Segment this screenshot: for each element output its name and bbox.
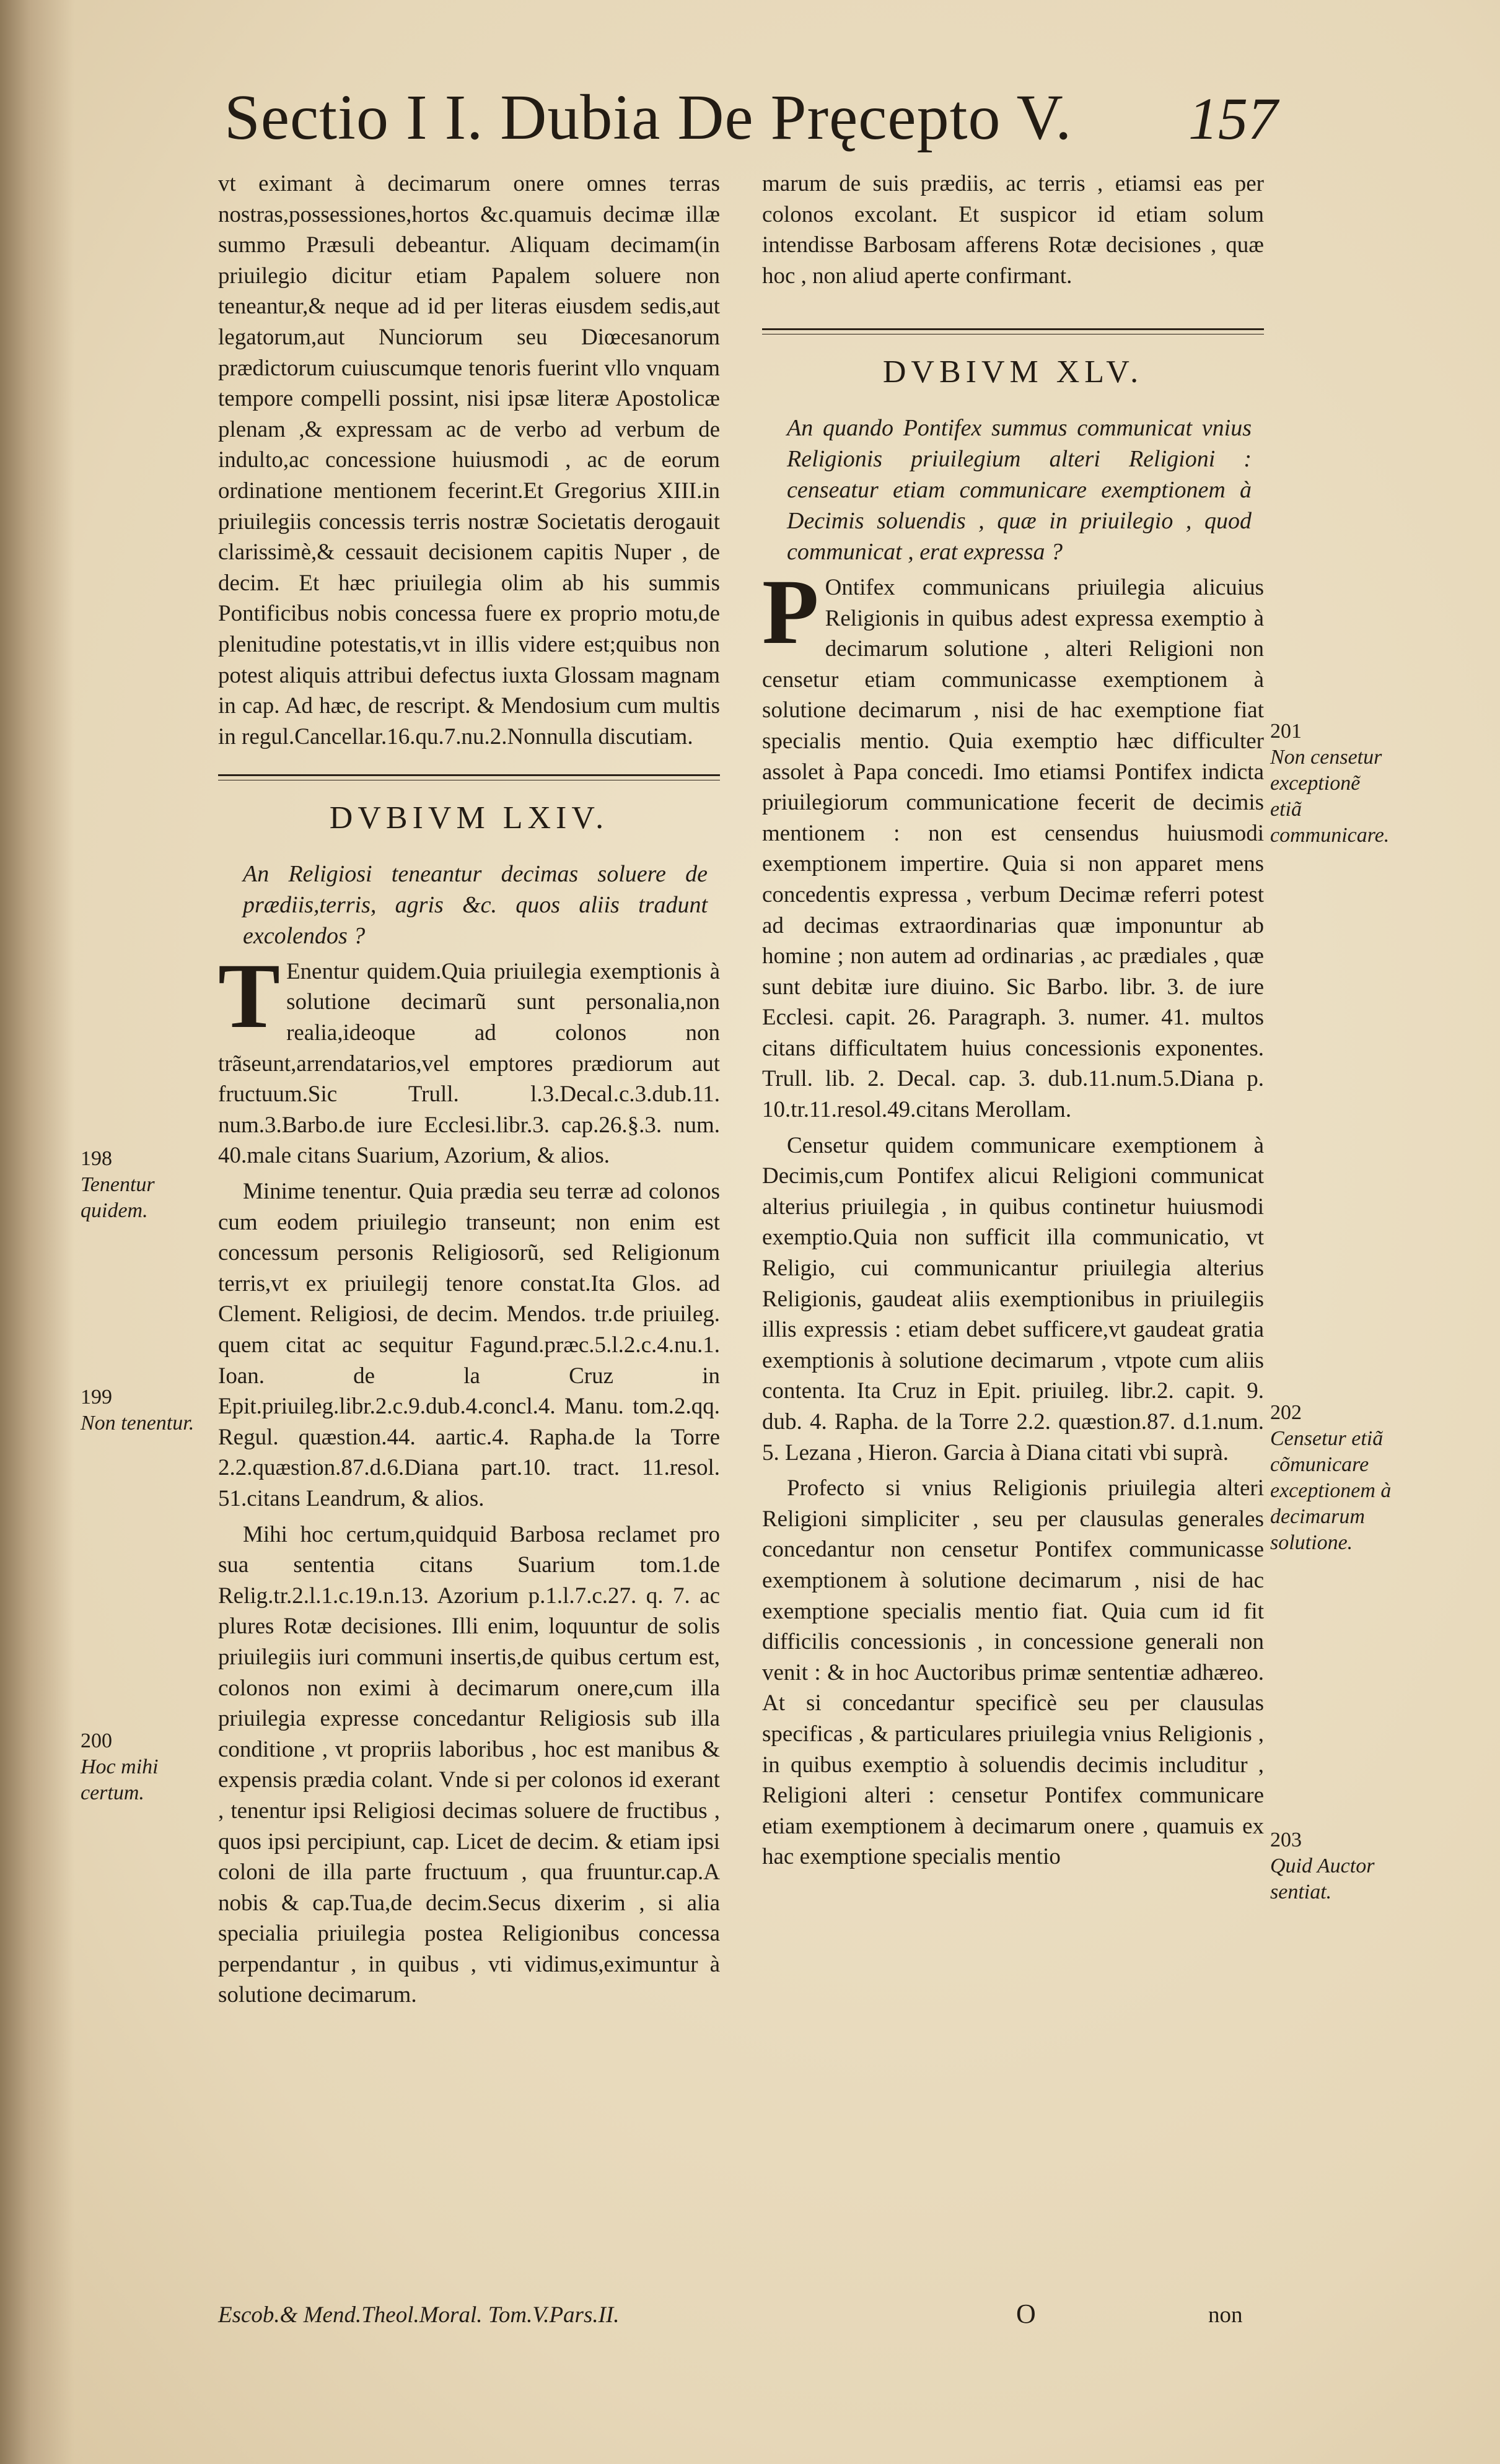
margin-note-201 — [1270, 719, 1394, 849]
margin-note-200 — [81, 1728, 198, 1806]
margin-note-203 — [1270, 1827, 1394, 1905]
margin-note-text: Tenentur quidem. — [81, 1173, 155, 1222]
section-rule — [762, 328, 1264, 334]
margin-note-text: Hoc mihi certum. — [81, 1755, 159, 1804]
dubium-heading: DVBIVM XLV. — [882, 354, 1144, 390]
margin-note-text: Non censetur exceptionẽ etiã communicare. — [1270, 746, 1390, 847]
signature-mark: O — [1016, 2299, 1036, 2329]
paragraph-text: Enentur quidem.Quia priuilegia exemptionis à solutione decimarũ sunt personalia,non realia,ideoque ad colonos non trãseunt,arrendatarios,vel emptores prædiorum aut fructuum.Sic Trull. l.3.Decal.c.3.dub.11. num.3.Barbo.de iure Ecclesi.libr.3. cap.26.§.3. num. 40.male citans Suarium, Azorium, & alios. — [218, 958, 720, 1169]
margin-note-text: Non tenentur. — [81, 1412, 195, 1435]
margin-note-202 — [1270, 1400, 1394, 1556]
margin-note-number: 198 — [81, 1147, 112, 1170]
right-column — [762, 168, 1264, 1877]
catchword: non — [1208, 2302, 1243, 2328]
dubium-heading: DVBIVM LXIV. — [329, 800, 609, 836]
paragraph-203: Profecto si vnius Religionis priuilegia alteri Religioni simpliciter , seu per clausulas generales concedantur non censetur Pontifex communicasse exemptionem à solutione decimarum , nisi de hac exemptione specialis mentio fiat. Quia cum id fit difficilis concessionis , in concessione generali non venit : & in hoc Auctoribus primæ sententiæ adhæreo. At si concedantur specificè seu per clausulas specificas , & particulares priuilegia vnius Religionis , in quibus exemptio à soluendis decimis includitur , Religioni alteri : censetur Pontifex communicare etiam exemptionem à decimarum onere , quamuis ex hac exemptione specialis mentio — [762, 1475, 1264, 1870]
margin-note-number: 202 — [1270, 1401, 1302, 1424]
paragraph-199: Minime tenentur. Quia prædia seu terræ ad colonos cum eodem priuilegio transeunt; non enim est concessum personis Religiosorũ, sed Religionum terris,vt ex priuilegij tenore constat.Ita Glos. ad Clement. Religiosi, de decim. Mendos. tr.de priuileg. quem citat ac sequitur Fagund.præc.5.l.2.c.4.nu.1. Ioan. de la Cruz in Epit.priuileg.libr.2.c.9.dub.4.concl.4. Manu. tom.2.qq. Regul. quæstion.44. aartic.4. Rapha.de la Torre 2.2.quæstion.87.d.6.Diana part.10. tract. 11.resol. 51.citans Leandrum, & alios. — [218, 1179, 720, 1511]
left-column — [218, 168, 720, 2016]
footer-running-title: Escob.& Mend.Theol.Moral. Tom.V.Pars.II. — [218, 2302, 620, 2328]
drop-cap: T — [218, 944, 281, 1047]
margin-note-199 — [81, 1384, 198, 1436]
paragraph: vt eximant à decimarum onere omnes terras nostras,possessiones,hortos &c.quamuis decimæ illæ summo Præsuli debeantur. Aliquam decimam(in priuilegio dicitur etiam Papalem soluere non teneantur,& neque ad id per literas eiusdem sedis,aut legatorum,aut Nunciorum seu Diœcesanorum prædictorum cuiuscumque tenoris fuerint vllo vnquam tempore compelli possint, nisi ipsæ literæ Apostolicæ plenam ,& expressam ac de verbo ad verbum de indulto,ac concessione huiusmodi , ac de eorum ordinatione mentionem fecerint.Et Gregorius XIII.in priuilegiis concessis terris nostræ Societatis derogauit clarissimè,& cessauit decisionem capitis Nuper , de decim. Et hæc priuilegia olim ab his summis Pontificibus nobis concessa fuere ex proprio motu,de plenitudine potestatis,vt in illis videre est;quibus non potest aliquis attribui defectus iuxta Glossam magnam in cap. Ad hæc, de rescript. & Mendosium cum multis in regul.Cancellar.16.qu.7.nu.2.Nonnulla discutiam. — [218, 171, 720, 749]
margin-note-text: Quid Auctor sentiat. — [1270, 1855, 1375, 1903]
paragraph-198 — [218, 944, 720, 1171]
paragraph: marum de suis prædiis, ac terris , etiamsi eas per colonos excolant. Et suspicor id etiam solum intendisse Barbosam afferens Rotæ decisiones , quæ hoc , non aliud aperte confirmant. — [762, 171, 1264, 289]
paragraph-202: Censetur quidem communicare exemptionem à Decimis,cum Pontifex alicui Religioni communicat alterius priuilegia , in quibus continetur huiusmodi exemptio.Quia non sufficit illa communicatio, vt Religio, cui communicantur priuilegia alterius Religionis, gaudeat aliis exemptionibus in priuilegiis illis expressis : etiam debet sufficere,vt gaudeat gratia exemptionis à solutione decimarum , vtpote cum aliis contenta. Ita Cruz in Epit. priuileg. libr.2. capit. 9. dub. 4. Rapha. de la Torre 2.2. quæstion.87. d.1.num. 5. Lezana , Hieron. Garcia à Diana citati vbi suprà. — [762, 1132, 1264, 1466]
page-title: Sectio I I. Dubia De Pręcepto V. — [224, 82, 1072, 153]
page-header — [224, 81, 1278, 167]
margin-note-number: 203 — [1270, 1828, 1302, 1851]
dubium-question: An Religiosi teneantur decimas soluere de prædiis,terris, agris &c. quos aliis tradunt excolendos ? — [243, 860, 708, 949]
dubium-question: An quando Pontifex summus communicat vnius Religionis priuilegium alteri Religioni : censeatur etiam communicare exemptionem à Decimis soluendis , quæ in priuilegio , quod communicat , erat expressa ? — [787, 414, 1252, 565]
drop-cap: P — [762, 560, 819, 663]
margin-note-198 — [81, 1146, 198, 1224]
paragraph-text: Ontifex communicans priuilegia alicuius Religionis in quibus adest expressa exemptio à decimarum solutione , alteri Religioni non censetur etiam communicasse exemptionem à solutione decimarum , nisi de hac exemptione fiat specialis mentio. Quia exemptio hæc difficulter assolet à Papa concedi. Imo etiamsi Pontifex indicta priuilegiorum communicatione fecerit de decimis mentionem : non est censendus huiusmodi exemptionem impertire. Quia si non apparet mens concedentis expressa , verbum Decimæ referri potest ad decimas extraordinarias quæ imponuntur ab homine ; non autem ad ordinarias , ac prædiales , quæ sunt debitæ iure diuino. Sic Barbo. libr. 3. de iure Ecclesi. capit. 26. Paragraph. 3. numer. 41. multos citans difficultatem huius concessionis exponentes. Trull. lib. 2. Decal. cap. 3. dub.11.num.5.Diana p. 10.tr.11.resol.49.citans Merollam. — [762, 574, 1264, 1123]
margin-note-text: Censetur etiã cõmunicare exceptionem à decimarum solutione. — [1270, 1427, 1392, 1554]
page-number: 157 — [1188, 85, 1278, 152]
margin-note-number: 201 — [1270, 720, 1302, 743]
paragraph-200: Mihi hoc certum,quidquid Barbosa reclamet pro sua sententia citans Suarium tom.1.de Relig.tr.2.l.1.c.19.n.13. Azorium p.1.l.7.c.27. q. 7. ac plures Rotæ decisiones. Illi enim, loquuntur de solis priuilegiis iuri communi insertis,de quibus certum est, colonos non eximi à decimarum onere,cum illa priuilegia expresse concedantur Religiosis sub illa conditione , vt propriis laboribus , hoc est manibus & expensis prædia colant. Vnde si per colonos id exerant , tenentur ipsi Religiosi decimas soluere de fructibus , quos ipsi percipiunt, cap. Licet de decim. & etiam ipsi coloni de illa parte fructuum , qua fruuntur.cap.A nobis & cap.Tua,de decim.Secus dixerim , si alia specialia priuilegia postea Religionibus concessa perpendantur , in quibus , vti vidimus,eximuntur à solutione decimarum. — [218, 1521, 720, 2008]
margin-note-number: 199 — [81, 1386, 112, 1409]
section-rule — [218, 774, 720, 780]
gutter-shadow — [0, 0, 74, 2464]
paragraph-201 — [762, 560, 1264, 1125]
margin-note-number: 200 — [81, 1729, 112, 1752]
